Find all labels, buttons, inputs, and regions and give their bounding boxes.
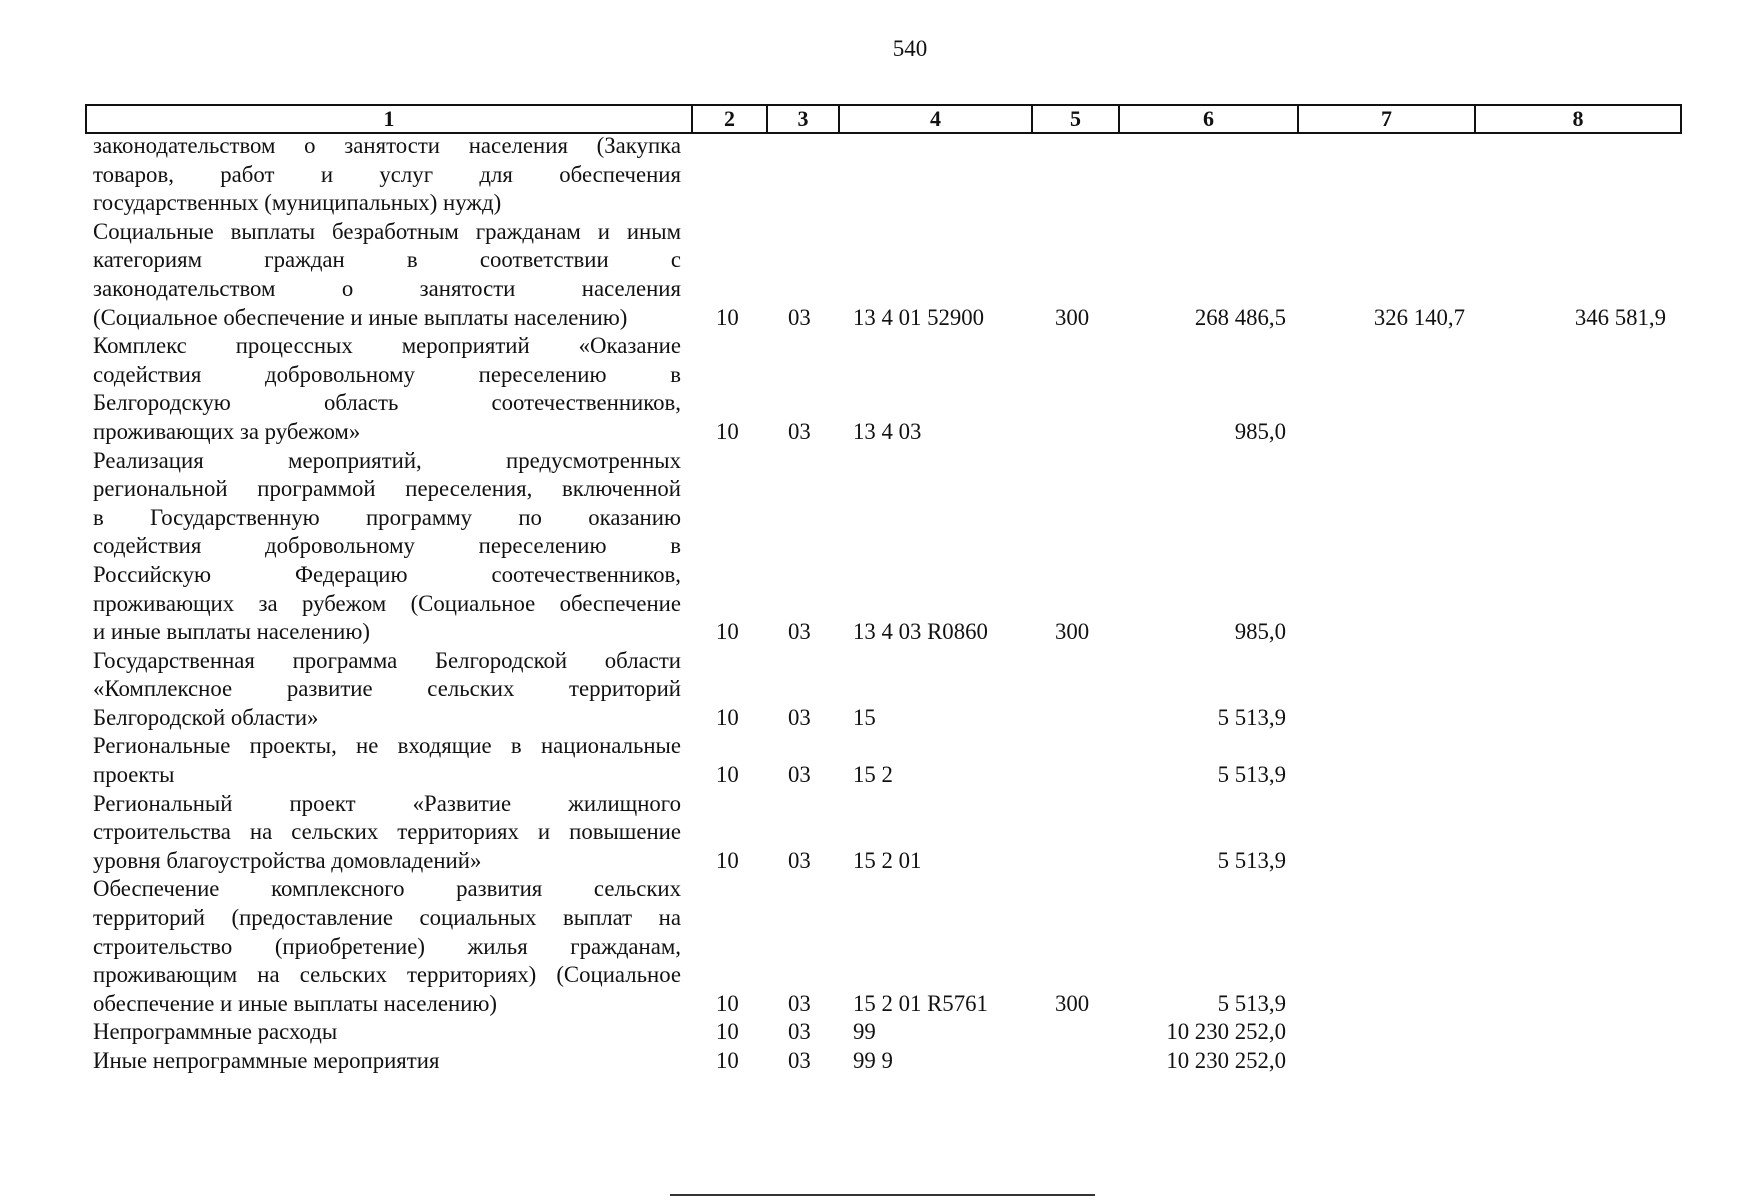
row-description bbox=[93, 732, 681, 789]
cell-col-6: 10 230 252,0 bbox=[1166, 1048, 1286, 1073]
row-description bbox=[93, 218, 681, 332]
header-col-5: 5 bbox=[1033, 106, 1120, 132]
row-description bbox=[93, 1047, 681, 1076]
cell-col-3: 03 bbox=[788, 1048, 811, 1073]
description-line: проживающим на сельских территориях) (Социальное bbox=[93, 962, 681, 988]
cell-col-4: 15 2 01 bbox=[853, 847, 922, 873]
cell-col-3: 03 bbox=[788, 1019, 811, 1045]
cell-col-6: 268 486,5 bbox=[1194, 304, 1286, 330]
table-row bbox=[93, 1047, 1683, 1076]
table-row bbox=[93, 132, 1683, 218]
cell-col-2: 10 bbox=[716, 304, 739, 330]
description-line: Белгородскую область соотечественников, bbox=[93, 390, 681, 416]
table-row bbox=[93, 647, 1683, 733]
row-description bbox=[93, 132, 681, 218]
cell-col-2: 10 bbox=[716, 704, 739, 730]
row-description bbox=[93, 332, 681, 446]
cell-col-2: 10 bbox=[716, 418, 739, 444]
description-line: содействия добровольному переселению в bbox=[93, 533, 681, 559]
cell-col-6: 10 230 252,0 bbox=[1166, 1019, 1286, 1045]
cell-col-4: 15 2 01 R5761 bbox=[853, 990, 988, 1016]
cell-col-2: 10 bbox=[716, 1048, 739, 1073]
description-line: Иные непрограммные мероприятия bbox=[93, 1048, 440, 1073]
cell-col-2: 10 bbox=[716, 990, 739, 1016]
cell-col-3: 03 bbox=[788, 990, 811, 1016]
header-col-4: 4 bbox=[840, 106, 1033, 132]
cell-col-4: 15 2 bbox=[853, 762, 893, 788]
cell-col-3: 03 bbox=[788, 418, 811, 444]
table-row bbox=[93, 790, 1683, 876]
header-col-6: 6 bbox=[1120, 106, 1299, 132]
table-row bbox=[93, 447, 1683, 647]
description-line: обеспечение и иные выплаты населению) bbox=[93, 990, 497, 1016]
footer-rule bbox=[670, 1194, 1095, 1196]
description-line: (Социальное обеспечение и иные выплаты населению) bbox=[93, 304, 628, 330]
row-description bbox=[93, 875, 681, 1018]
description-line: региональной программой переселения, включенной bbox=[93, 476, 681, 502]
cell-col-2: 10 bbox=[716, 762, 739, 788]
cell-col-8: 346 581,9 bbox=[1574, 304, 1666, 330]
cell-col-3: 03 bbox=[788, 304, 811, 330]
description-line: законодательством о занятости населения bbox=[93, 275, 681, 301]
cell-col-3: 03 bbox=[788, 619, 811, 645]
description-line: товаров, работ и услуг для обеспечения bbox=[93, 161, 681, 187]
description-line: Реализация мероприятий, предусмотренных bbox=[93, 447, 681, 473]
header-col-1: 1 bbox=[87, 106, 693, 132]
row-description bbox=[93, 447, 681, 647]
cell-col-5: 300 bbox=[1055, 990, 1090, 1016]
description-line: Непрограммные расходы bbox=[93, 1019, 338, 1045]
table-row bbox=[93, 875, 1683, 1018]
description-line: территорий (предоставление социальных выплат на bbox=[93, 905, 681, 931]
header-col-2: 2 bbox=[693, 106, 768, 132]
cell-col-5: 300 bbox=[1055, 304, 1090, 330]
cell-col-4: 13 4 03 bbox=[853, 418, 922, 444]
cell-col-3: 03 bbox=[788, 762, 811, 788]
cell-col-6: 5 513,9 bbox=[1217, 847, 1286, 873]
cell-col-7: 326 140,7 bbox=[1373, 304, 1465, 330]
description-line: уровня благоустройства домовладений» bbox=[93, 847, 482, 873]
description-line: строительства на сельских территориях и повышение bbox=[93, 819, 681, 845]
table-row bbox=[93, 732, 1683, 789]
cell-col-4: 99 bbox=[853, 1019, 876, 1045]
cell-col-3: 03 bbox=[788, 704, 811, 730]
description-line: Обеспечение комплексного развития сельских bbox=[93, 876, 681, 902]
table-row bbox=[93, 218, 1683, 332]
description-line: Белгородской области» bbox=[93, 704, 319, 730]
cell-col-6: 985,0 bbox=[1234, 418, 1286, 444]
row-description bbox=[93, 790, 681, 876]
cell-col-2: 10 bbox=[716, 847, 739, 873]
description-line: «Комплексное развитие сельских территорий bbox=[93, 676, 681, 702]
table-header bbox=[85, 104, 1682, 134]
description-line: государственных (муниципальных) нужд) bbox=[93, 190, 502, 216]
row-description bbox=[93, 1018, 681, 1047]
description-line: Социальные выплаты безработным гражданам и иным bbox=[93, 218, 681, 244]
description-line: строительство (приобретение) жилья гражданам, bbox=[93, 933, 681, 959]
description-line: проживающих за рубежом (Социальное обеспечение bbox=[93, 590, 681, 616]
table-body bbox=[93, 132, 1683, 1076]
cell-col-2: 10 bbox=[716, 1019, 739, 1045]
table-row bbox=[93, 1018, 1683, 1047]
cell-col-6: 5 513,9 bbox=[1217, 762, 1286, 788]
cell-col-6: 985,0 bbox=[1234, 619, 1286, 645]
cell-col-4: 13 4 03 R0860 bbox=[853, 619, 988, 645]
cell-col-4: 13 4 01 52900 bbox=[853, 304, 985, 330]
cell-col-4: 99 9 bbox=[853, 1048, 893, 1073]
description-line: Региональные проекты, не входящие в национальные bbox=[93, 733, 681, 759]
description-line: Государственная программа Белгородской области bbox=[93, 647, 681, 673]
header-col-3: 3 bbox=[768, 106, 840, 132]
cell-col-6: 5 513,9 bbox=[1217, 990, 1286, 1016]
description-line: законодательством о занятости населения (Закупка bbox=[93, 133, 681, 158]
cell-col-3: 03 bbox=[788, 847, 811, 873]
row-description bbox=[93, 647, 681, 733]
cell-col-5: 300 bbox=[1055, 619, 1090, 645]
header-col-7: 7 bbox=[1299, 106, 1476, 132]
description-line: категориям граждан в соответствии с bbox=[93, 247, 681, 273]
page-number: 540 bbox=[892, 36, 928, 61]
description-line: и иные выплаты населению) bbox=[93, 619, 370, 645]
table-row bbox=[93, 332, 1683, 446]
description-line: проживающих за рубежом» bbox=[93, 418, 361, 444]
description-line: содействия добровольному переселению в bbox=[93, 361, 681, 387]
description-line: в Государственную программу по оказанию bbox=[93, 504, 681, 530]
cell-col-6: 5 513,9 bbox=[1217, 704, 1286, 730]
description-line: проекты bbox=[93, 762, 175, 788]
cell-col-4: 15 bbox=[853, 704, 876, 730]
cell-col-2: 10 bbox=[716, 619, 739, 645]
header-col-8: 8 bbox=[1572, 106, 1584, 131]
description-line: Комплекс процессных мероприятий «Оказание bbox=[93, 333, 681, 359]
description-line: Российскую Федерацию соотечественников, bbox=[93, 561, 681, 587]
description-line: Региональный проект «Развитие жилищного bbox=[93, 790, 681, 816]
